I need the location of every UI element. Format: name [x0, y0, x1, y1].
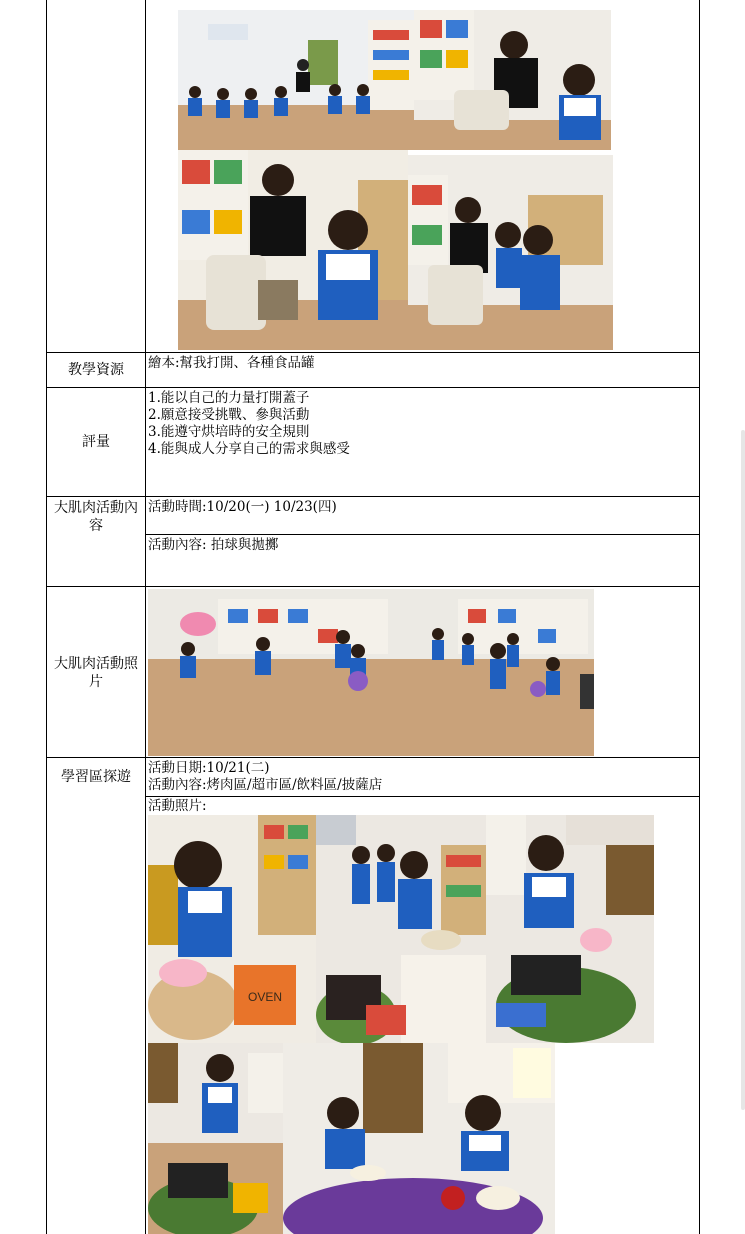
- oven-sign-text: OVEN: [247, 990, 283, 1004]
- table-column-divider: [145, 0, 146, 1234]
- learning-area-label: 學習區探遊: [61, 769, 131, 785]
- table-left-border: [46, 0, 47, 1234]
- row-divider: [46, 387, 700, 388]
- learning-photo-table-play: [283, 1043, 555, 1234]
- learning-photo-oven: [148, 815, 316, 1043]
- learning-area-photos-label: 活動照片:: [148, 798, 207, 814]
- baking-photo-group-toaster: [408, 155, 613, 350]
- resources-content: 繪本:幫我打開、各種食品罐: [148, 355, 315, 371]
- scrollbar[interactable]: [741, 430, 745, 1110]
- gross-motor-photo-throw: [398, 589, 594, 756]
- gross-motor-label: 大肌肉活動內容: [54, 500, 138, 534]
- row-divider: [46, 586, 700, 587]
- evaluation-item: 1.能以自己的力量打開蓋子: [148, 390, 310, 406]
- gross-motor-photos-label: 大肌肉活動照片: [54, 656, 138, 690]
- learning-photo-bbq: [486, 815, 654, 1043]
- gross-motor-content: 活動內容: 拍球與拋擲: [148, 537, 279, 553]
- row-divider: [46, 496, 700, 497]
- row-divider: [46, 757, 700, 758]
- learning-photo-pizza-shop: [316, 815, 486, 1043]
- learning-photo-grill-child: [148, 1043, 283, 1234]
- evaluation-item: 3.能遵守烘培時的安全規則: [148, 424, 310, 440]
- gross-motor-time: 活動時間:10/20(一) 10/23(四): [148, 499, 337, 515]
- table-right-border: [699, 0, 700, 1234]
- evaluation-label: 評量: [82, 434, 110, 450]
- baking-photo-teacher-toaster: [414, 10, 611, 150]
- evaluation-item: 2.願意接受挑戰、參與活動: [148, 407, 310, 423]
- learning-area-content: 活動內容:烤肉區/超市區/飲料區/披薩店: [148, 777, 383, 793]
- row-divider: [46, 352, 700, 353]
- row-divider: [145, 534, 700, 535]
- evaluation-item: 4.能與成人分享自己的需求與感受: [148, 441, 350, 457]
- learning-area-date: 活動日期:10/21(二): [148, 760, 270, 776]
- baking-photo-child-tongs: [178, 150, 408, 350]
- gross-motor-photo-ball: [148, 589, 398, 756]
- baking-photo-classroom: [178, 10, 414, 150]
- resources-label: 教學資源: [68, 362, 124, 378]
- row-divider: [145, 796, 700, 797]
